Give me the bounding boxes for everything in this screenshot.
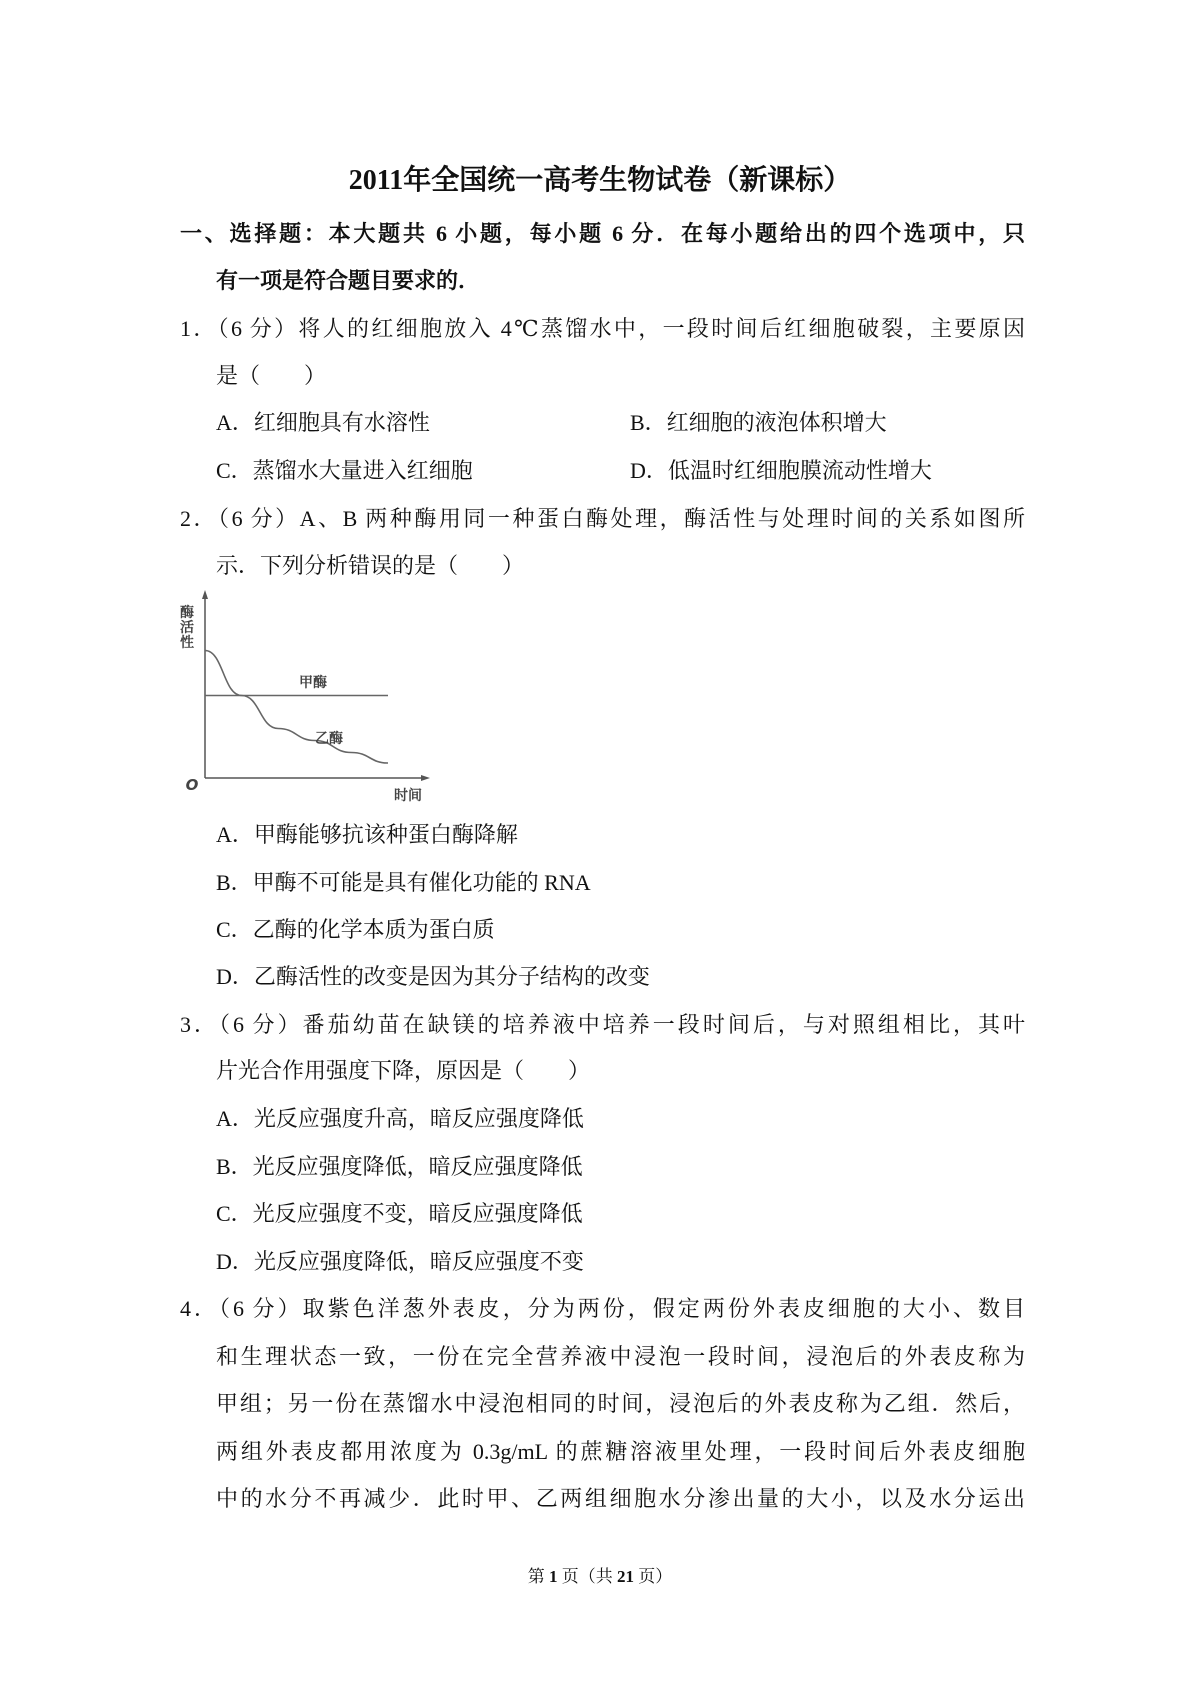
question-4-stem-cont-3: 两组外表皮都用浓度为 0.3g/mL 的蔗糖溶液里处理，一段时间后外表皮细胞 (216, 1439, 1025, 1464)
question-4-stem-cont-2: 甲组；另一份在蒸馏水中浸泡相同的时间，浸泡后的外表皮称为乙组．然后， (216, 1391, 1025, 1416)
question-4-stem: 4．（6 分）取紫色洋葱外表皮，分为两份，假定两份外表皮细胞的大小、数目 (180, 1296, 1025, 1321)
origin-label: O (185, 776, 199, 794)
question-2-option-d: D．乙酶活性的改变是因为其分子结构的改变 (216, 964, 650, 989)
series-label-enzyme-a: 甲酶 (299, 675, 327, 691)
question-3-option-c: C．光反应强度不变，暗反应强度降低 (216, 1201, 583, 1226)
page-title: 2011年全国统一高考生物试卷（新课标） (348, 165, 852, 196)
y-axis-arrow (202, 590, 208, 599)
section-heading: 一、选择题：本大题共 6 小题，每小题 6 分．在每小题给出的四个选项中，只 (180, 221, 1025, 246)
series-label-enzyme-b: 乙酶 (315, 731, 343, 747)
footer-page-number: 1 (549, 1567, 558, 1586)
question-1-option-a: A．红细胞具有水溶性 (216, 410, 430, 435)
question-1-option-c: C．蒸馏水大量进入红细胞 (216, 458, 473, 483)
footer-prefix: 第 (527, 1567, 545, 1586)
footer-middle: 页（共 (561, 1567, 613, 1586)
question-2-option-a: A．甲酶能够抗该种蛋白酶降解 (216, 822, 518, 847)
question-3-option-b: B．光反应强度降低，暗反应强度降低 (216, 1154, 583, 1179)
question-3-stem: 3．（6 分）番茄幼苗在缺镁的培养液中培养一段时间后，与对照组相比，其叶 (180, 1012, 1025, 1037)
question-2-stem: 2．（6 分）A、B 两种酶用同一种蛋白酶处理，酶活性与处理时间的关系如图所 (180, 506, 1025, 531)
question-1-option-b: B．红细胞的液泡体积增大 (630, 410, 887, 435)
y-axis-label-2: 活 (180, 620, 194, 636)
question-2-stem-cont: 示．下列分析错误的是（ ） (216, 553, 525, 578)
question-1-option-d: D．低温时红细胞膜流动性增大 (630, 458, 932, 483)
question-2-option-c: C．乙酶的化学本质为蛋白质 (216, 917, 495, 942)
enzyme-activity-figure (170, 585, 440, 810)
x-axis-label: 时间 (394, 788, 422, 804)
question-1-stem-cont: 是（ ） (216, 363, 327, 388)
question-4-stem-cont-4: 中的水分不再减少．此时甲、乙两组细胞水分渗出量的大小，以及水分运出 (216, 1486, 1025, 1511)
question-2-option-b: B．甲酶不可能是具有催化功能的 RNA (216, 870, 591, 895)
y-axis-label-1: 酶 (180, 605, 194, 621)
question-1-stem: 1．（6 分）将人的红细胞放入 4℃蒸馏水中，一段时间后红细胞破裂，主要原因 (180, 316, 1025, 341)
question-3-option-d: D．光反应强度降低，暗反应强度不变 (216, 1249, 584, 1274)
series-line-enzyme-b (205, 651, 388, 764)
question-3-stem-cont: 片光合作用强度下降，原因是（ ） (216, 1058, 591, 1083)
page-footer (0, 1562, 1200, 1587)
footer-total-pages: 21 (617, 1567, 634, 1586)
question-3-option-a: A．光反应强度升高，暗反应强度降低 (216, 1106, 584, 1131)
y-axis-label-3: 性 (180, 635, 194, 651)
footer-suffix: 页） (638, 1567, 673, 1586)
section-heading-cont: 有一项是符合题目要求的． (216, 268, 481, 293)
x-axis-arrow (421, 775, 430, 781)
question-4-stem-cont-1: 和生理状态一致，一份在完全营养液中浸泡一段时间，浸泡后的外表皮称为 (216, 1344, 1025, 1369)
